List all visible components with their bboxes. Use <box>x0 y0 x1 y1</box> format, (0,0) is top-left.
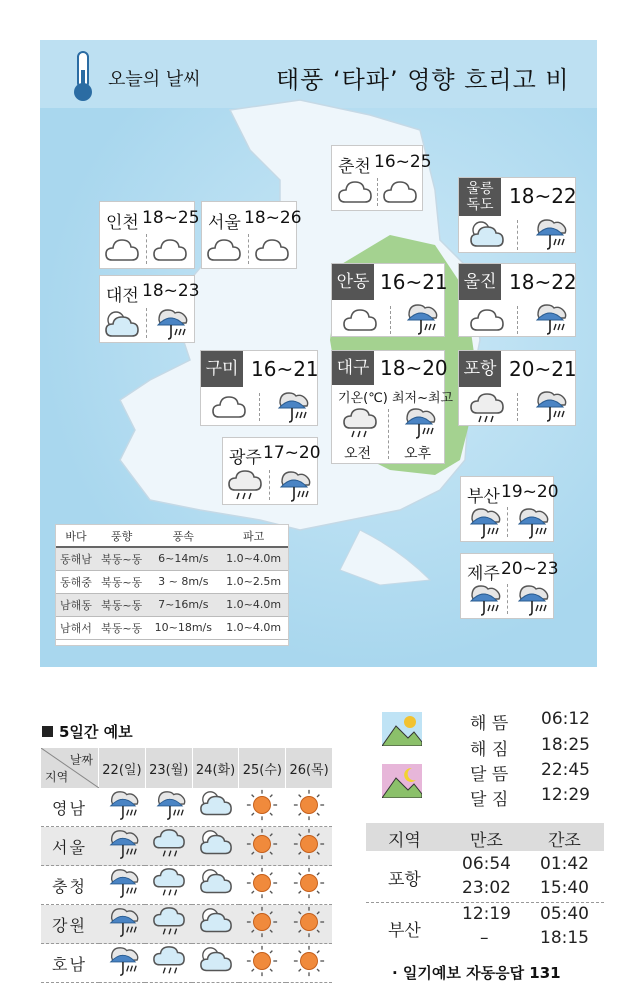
umbrella-rain-icon <box>400 405 436 439</box>
city-name: 포항 <box>459 351 501 387</box>
city-name: 부산 <box>467 487 500 507</box>
city-temp: 18~22 <box>509 270 577 294</box>
sunrise-time: 06:12 <box>541 709 590 729</box>
footer-phone-info: · 일기예보 자동응답 131 <box>392 964 561 982</box>
umbrella-rain-icon <box>105 866 139 900</box>
sun-icon <box>292 944 326 978</box>
table-row <box>41 905 333 944</box>
moonset-time: 12:29 <box>541 785 590 805</box>
forecast-table <box>40 748 332 983</box>
umbrella-rain-icon <box>402 301 438 335</box>
city-temp: 18~23 <box>142 281 200 301</box>
forecast-region: 강원 <box>41 905 99 944</box>
moonrise-label: 달 뜸 <box>470 765 509 785</box>
city-card-pohang <box>458 350 576 426</box>
sun-icon <box>245 788 279 822</box>
city-name: 서울 <box>208 213 241 233</box>
tide-low: 01:42 <box>540 854 589 874</box>
table-row: 남해동 북동~동 7~16m/s 1.0~4.0m <box>56 593 288 616</box>
forecast-corner: 날짜 지역 <box>41 748 99 788</box>
umbrella-rain-icon <box>105 944 139 978</box>
forecast-date: 26(목) <box>286 748 332 788</box>
umbrella-rain-icon <box>513 582 549 616</box>
partly-cloudy-icon <box>104 308 140 340</box>
partly-cloudy-icon <box>199 866 233 900</box>
square-bullet-icon <box>42 726 53 737</box>
tide-region: 포항 <box>388 870 421 890</box>
forecast-title: 5일간 예보 <box>42 721 133 742</box>
sun-icon <box>245 944 279 978</box>
rain-cloud-icon <box>469 391 505 425</box>
am-label: 오전 <box>344 446 372 462</box>
cloud-icon <box>382 176 418 206</box>
umbrella-rain-icon <box>105 827 139 861</box>
cloud-icon <box>152 234 188 264</box>
cloud-rain-icon <box>152 944 186 978</box>
umbrella-rain-icon <box>465 582 501 616</box>
forecast-region: 서울 <box>41 827 99 866</box>
tide-region: 부산 <box>388 921 421 941</box>
forecast-date: 24(화) <box>192 748 239 788</box>
forecast-region: 충청 <box>41 866 99 905</box>
city-temp: 20~23 <box>501 559 559 579</box>
tide-header-region: 지역 <box>388 831 421 851</box>
sun-icon <box>292 788 326 822</box>
cloud-icon <box>469 304 505 334</box>
city-card-andong <box>331 263 448 337</box>
forecast-date: 23(월) <box>145 748 192 788</box>
sun-icon <box>245 827 279 861</box>
city-card-incheon <box>99 201 200 269</box>
forecast-region: 영남 <box>41 788 99 827</box>
city-temp: 18~22 <box>509 184 577 208</box>
umbrella-rain-icon <box>531 216 567 250</box>
table-row <box>41 788 333 827</box>
sea-header-wind-dir: 풍향 <box>96 525 147 547</box>
table-row <box>41 944 333 983</box>
city-card-seoul <box>201 201 302 269</box>
umbrella-rain-icon <box>105 905 139 939</box>
city-name: 제주 <box>467 564 500 584</box>
sun-icon <box>245 905 279 939</box>
city-name: 대구 <box>332 351 374 385</box>
divider <box>366 902 604 903</box>
umbrella-rain-icon <box>105 788 139 822</box>
partly-cloudy-icon <box>199 827 233 861</box>
rain-cloud-icon <box>227 468 263 502</box>
umbrella-rain-icon <box>275 468 311 502</box>
city-temp: 18~20 <box>380 356 448 380</box>
city-name: 울진 <box>459 264 501 300</box>
umbrella-rain-icon <box>513 505 549 539</box>
city-temp: 16~21 <box>251 357 319 381</box>
table-row <box>41 827 333 866</box>
forecast-date: 25(수) <box>239 748 286 788</box>
tide-high: 12:19 <box>462 904 511 924</box>
city-card-uljin <box>458 263 576 337</box>
city-card-gwangju <box>222 437 321 505</box>
city-temp: 18~25 <box>142 208 200 228</box>
cloud-rain-icon <box>152 866 186 900</box>
city-name: 광주 <box>229 448 262 468</box>
cloud-icon <box>206 234 242 264</box>
forecast-date: 22(일) <box>99 748 146 788</box>
city-temp: 19~20 <box>501 482 559 502</box>
cloud-icon <box>337 176 373 206</box>
tide-high: – <box>480 928 489 948</box>
umbrella-rain-icon <box>531 388 567 422</box>
city-card-gumi <box>200 350 318 426</box>
sea-conditions-table <box>55 524 289 646</box>
city-temp: 16~25 <box>374 152 432 172</box>
forecast-region: 호남 <box>41 944 99 983</box>
sunset-label: 해 짐 <box>470 740 509 760</box>
city-card-jeju <box>460 553 559 619</box>
cloud-icon <box>104 234 140 264</box>
tide-header-high: 만조 <box>470 831 503 851</box>
city-name: 안동 <box>332 264 374 300</box>
umbrella-rain-icon <box>152 306 188 340</box>
temp-legend: 기온(℃) 최저~최고 <box>338 391 454 406</box>
partly-cloudy-icon <box>469 218 505 250</box>
sun-icon <box>292 827 326 861</box>
cloud-rain-icon <box>152 905 186 939</box>
city-temp: 17~20 <box>263 443 321 463</box>
city-name: 대전 <box>106 286 139 306</box>
cloud-rain-icon <box>152 827 186 861</box>
page-title: 태풍 ‘타파’ 영향 흐리고 비 <box>276 66 570 94</box>
city-temp: 18~26 <box>244 208 302 228</box>
tide-high: 23:02 <box>462 878 511 898</box>
sea-header-wind-speed: 풍속 <box>147 525 219 547</box>
city-name: 울릉 독도 <box>459 178 501 216</box>
sea-header-wave: 파고 <box>219 525 288 547</box>
sun-icon <box>292 905 326 939</box>
moonrise-time: 22:45 <box>541 760 590 780</box>
city-name: 춘천 <box>338 157 371 177</box>
moonset-label: 달 짐 <box>470 790 509 810</box>
sun-icon <box>292 866 326 900</box>
partly-cloudy-icon <box>199 905 233 939</box>
umbrella-rain-icon <box>465 505 501 539</box>
city-name: 구미 <box>201 351 243 387</box>
tide-low: 15:40 <box>540 878 589 898</box>
rain-cloud-icon <box>342 406 378 440</box>
tide-header-low: 간조 <box>548 831 581 851</box>
table-row: 남해서 북동~동 10~18m/s 1.0~4.0m <box>56 616 288 639</box>
table-row: 동해중 북동~동 3 ~ 8m/s 1.0~2.5m <box>56 570 288 593</box>
sun-icon <box>245 866 279 900</box>
city-card-ulleung <box>458 177 576 253</box>
city-card-chuncheon <box>331 145 432 211</box>
table-row: 동해남 북동~동 6~14m/s 1.0~4.0m <box>56 547 288 570</box>
pm-label: 오후 <box>404 446 432 462</box>
sunset-time: 18:25 <box>541 735 590 755</box>
cloud-icon <box>342 304 378 334</box>
umbrella-rain-icon <box>273 389 309 423</box>
city-name: 인천 <box>106 213 139 233</box>
umbrella-rain-icon <box>152 788 186 822</box>
umbrella-rain-icon <box>531 301 567 335</box>
city-card-busan <box>460 476 559 542</box>
tide-low: 18:15 <box>540 928 589 948</box>
city-temp: 16~21 <box>380 270 448 294</box>
city-card-daegu <box>331 350 454 464</box>
tide-high: 06:54 <box>462 854 511 874</box>
partly-cloudy-icon <box>199 788 233 822</box>
today-weather-label: 오늘의 날씨 <box>108 69 201 90</box>
city-temp: 20~21 <box>509 357 577 381</box>
city-card-daejeon <box>99 275 200 343</box>
partly-cloudy-icon <box>199 944 233 978</box>
moon-mountain-icon <box>382 764 422 798</box>
sun-mountain-icon <box>382 712 422 746</box>
thermometer-icon <box>66 48 102 106</box>
sunrise-label: 해 뜸 <box>470 714 509 734</box>
table-row <box>41 866 333 905</box>
cloud-icon <box>254 234 290 264</box>
sea-header-area: 바다 <box>56 525 96 547</box>
cloud-icon <box>211 391 247 421</box>
tide-low: 05:40 <box>540 904 589 924</box>
